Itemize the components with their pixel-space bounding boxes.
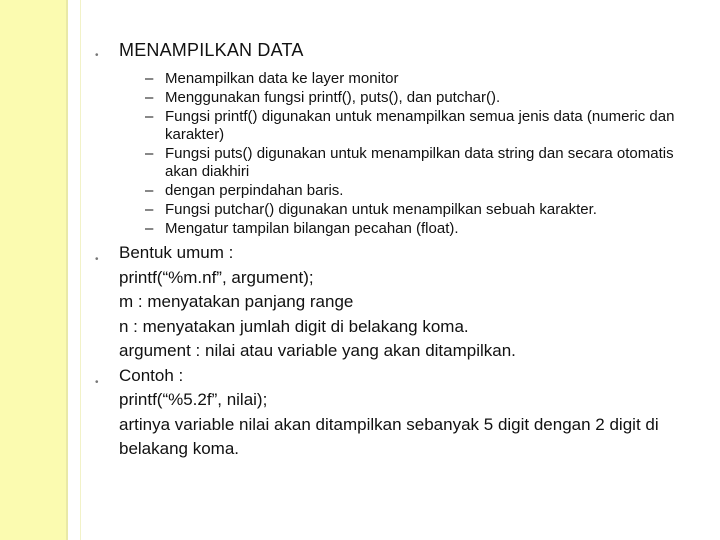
slide-content — [95, 38, 695, 462]
dash-icon: – — [145, 145, 154, 162]
dash-icon: – — [145, 182, 154, 199]
dash-icon: – — [145, 89, 154, 106]
sub-item: – Fungsi printf() digunakan untuk menampilkan semua jenis data (numeric dan karakter) — [145, 108, 675, 143]
dash-icon: – — [145, 220, 154, 237]
bentuk-line: argument : nilai atau variable yang akan ditampilkan. — [119, 341, 516, 360]
slide-sidebar — [0, 0, 68, 540]
bullet-icon: • — [95, 254, 99, 265]
bentuk-line: Bentuk umum : — [119, 243, 234, 262]
sub-item: – dengan perpindahan baris. — [145, 182, 344, 199]
bentuk-line: printf(“%m.nf”, argument); — [119, 267, 314, 287]
heading: MENAMPILKAN DATA — [119, 40, 304, 60]
bentuk-line: m : menyatakan panjang range — [119, 292, 354, 311]
contoh-line: artinya variable nilai akan ditampilkan sebanyak 5 digit dengan 2 digit di belakang koma. — [119, 414, 659, 458]
bullet-icon: • — [95, 376, 99, 388]
sub-list — [95, 70, 695, 238]
dash-icon: – — [145, 70, 154, 87]
sub-item: – Menampilkan data ke layer monitor — [145, 70, 399, 87]
sub-item: – Menggunakan fungsi printf(), puts(), dan putchar(). — [145, 89, 501, 106]
sidebar-guide-line — [80, 0, 81, 540]
dash-icon: – — [145, 108, 154, 125]
sub-item: – Fungsi putchar() digunakan untuk menampilkan sebuah karakter. — [145, 201, 597, 218]
sub-item: – Fungsi puts() digunakan untuk menampilkan data string dan secara otomatis akan diakhiri — [145, 145, 674, 180]
bentuk-umum-block — [95, 241, 695, 364]
bullet-icon: • — [95, 50, 99, 61]
heading-row — [95, 38, 695, 62]
sub-item: – Mengatur tampilan bilangan pecahan (float). — [145, 220, 459, 237]
bentuk-line: n : menyatakan jumlah digit di belakang koma. — [119, 316, 469, 336]
contoh-line: Contoh : — [119, 365, 184, 385]
contoh-line: printf(“%5.2f”, nilai); — [119, 390, 268, 409]
contoh-block — [95, 364, 695, 462]
sidebar-border — [66, 0, 68, 540]
dash-icon: – — [145, 201, 154, 218]
